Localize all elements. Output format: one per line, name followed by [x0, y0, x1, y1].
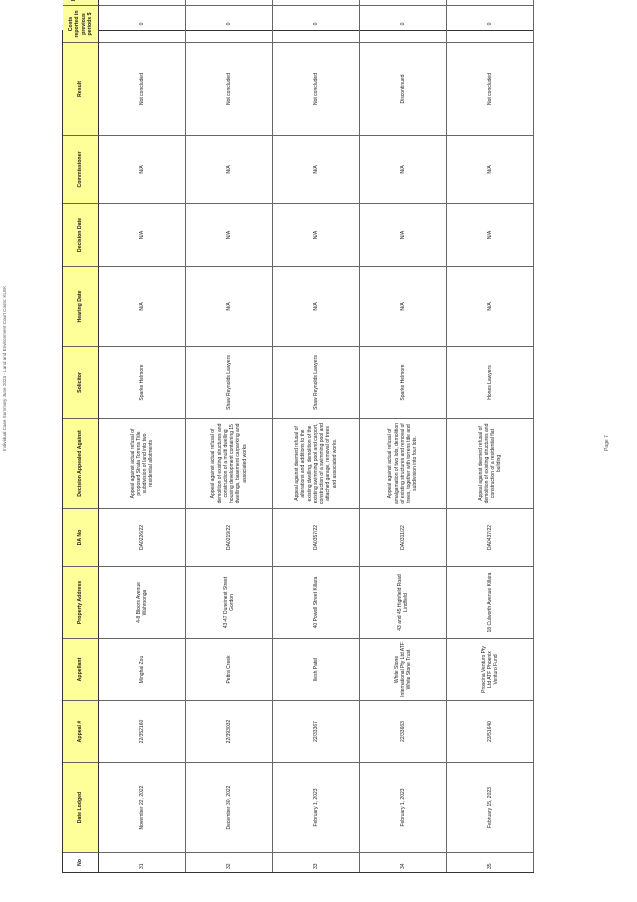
cell-property-address: 40 Powell Street Killara: [273, 566, 360, 638]
cell-appeal-no: 23/51640: [447, 700, 534, 762]
cell-decision-appealed: Appeal against deemed refusal of demolition of existing structures and construction of a residential flat building: [447, 418, 534, 508]
cell-decision-date: N/A: [360, 203, 447, 266]
cell-decision-appealed: Appeal against actual refusal of demolition of existing structures and construction of a multi dwelling housing development containing 15 dwellings, basement carparking and associated works: [186, 418, 273, 508]
cell-appellant: Proscina Venturo Pty Ltd ATF Phoenix Venturo Fund: [447, 638, 534, 700]
header-result: Result: [63, 42, 99, 135]
cell-da-no: DA0226/22: [99, 508, 186, 566]
cell-commissioner: N/A: [273, 135, 360, 203]
cell-decision-date: N/A: [447, 203, 534, 266]
cell-result: Not concluded: [273, 42, 360, 135]
rotated-table-container: [62, 10, 534, 873]
case-summary-table: [62, 10, 534, 873]
cell-decision-date: N/A: [186, 203, 273, 266]
cell-ytd-costs: [360, 0, 447, 5]
header-solicitor: Solicitor: [63, 346, 99, 418]
cell-hearing-date: N/A: [99, 266, 186, 346]
cell-decision-appealed: Appeal against deemed refusal of alterations and additions to the existing dwelling, demolition of the existing swimming pool and carport, construction of a swimming pool and attached garage, removal of trees and associated works.: [273, 418, 360, 508]
cell-no: 32: [186, 852, 273, 872]
cell-date-lodged: November 22, 2022: [99, 762, 186, 852]
cell-date-lodged: February 1, 2023: [273, 762, 360, 852]
cell-date-lodged: February 15, 2023: [447, 762, 534, 852]
cell-ytd-costs: [447, 0, 534, 5]
cell-result: Not concluded: [186, 42, 273, 135]
cell-solicitor: Sparke Helmore: [360, 346, 447, 418]
cell-decision-date: N/A: [99, 203, 186, 266]
cell-commissioner: N/A: [99, 135, 186, 203]
document-side-title: Individual Case Summary June 2023 - Land and Environment Court Costs: KLEK: [2, 285, 7, 451]
cell-solicitor: Sparke Helmore: [99, 346, 186, 418]
cell-result: Discontinued: [360, 42, 447, 135]
cell-da-no: DA0357/22: [273, 508, 360, 566]
cell-hearing-date: N/A: [186, 266, 273, 346]
cell-property-address: 4-8 Bloors Avenue Wahroonga: [99, 566, 186, 638]
cell-no: 31: [99, 852, 186, 872]
cell-decision-appealed: Appeal against actual refusal of proposed Strata Torrens Title subdivision of land into two residential allotments: [99, 418, 186, 508]
header-date-lodged: Date Lodged: [63, 762, 99, 852]
cell-property-address: 43 and 45 Highfield Road Lindfield: [360, 566, 447, 638]
header-costs-previous: Costs reported in previous periods $: [63, 5, 99, 42]
cell-property-address: 18 Culworth Avenue Killara: [447, 566, 534, 638]
header-appeal-no: Appeal #: [63, 700, 99, 762]
cell-ytd-costs: [273, 0, 360, 5]
cell-costs-previous: 0: [186, 5, 273, 42]
header-ytd-costs: [63, 0, 99, 5]
cell-costs-previous: 0: [360, 5, 447, 42]
header-hearing-date: Hearing Date: [63, 266, 99, 346]
cell-da-no: DA0311/22: [360, 508, 447, 566]
cell-ytd-costs: [186, 0, 273, 5]
cell-hearing-date: N/A: [447, 266, 534, 346]
header-appellant: Appellant: [63, 638, 99, 700]
header-decision-date: Decision Date: [63, 203, 99, 266]
header-commissioner: Commissioner: [63, 135, 99, 203]
cell-commissioner: N/A: [186, 135, 273, 203]
cell-costs-previous: 0: [99, 5, 186, 42]
cell-commissioner: N/A: [360, 135, 447, 203]
cell-appeal-no: 22/33367: [273, 700, 360, 762]
cell-appeal-no: 22/33663: [360, 700, 447, 762]
cell-hearing-date: N/A: [273, 266, 360, 346]
cell-appellant: Minghai Zou: [99, 638, 186, 700]
cell-appellant: Ilesh Patel: [273, 638, 360, 700]
cell-appellant: Pettra Creek: [186, 638, 273, 700]
cell-solicitor: Shaw Reynolds Lawyers: [273, 346, 360, 418]
cell-no: 35: [447, 852, 534, 872]
cell-solicitor: Shaw Reynolds Lawyers: [186, 346, 273, 418]
page-number: Page 7: [604, 435, 610, 451]
header-da-no: DA No: [63, 508, 99, 566]
cell-no: 33: [273, 852, 360, 872]
cell-appeal-no: 22/352160: [99, 700, 186, 762]
header-decision-appealed: Decision Appealed Against: [63, 418, 99, 508]
cell-date-lodged: December 30, 2022: [186, 762, 273, 852]
header-property-address: Property Address: [63, 566, 99, 638]
cell-costs-previous: 0: [273, 5, 360, 42]
cell-costs-previous: 0: [447, 5, 534, 42]
cell-decision-date: N/A: [273, 203, 360, 266]
cell-result: Not concluded: [99, 42, 186, 135]
cell-result: Not concluded: [447, 42, 534, 135]
cell-ytd-costs: [99, 0, 186, 5]
cell-decision-appealed: Appeal against actual refusal of amalgamation of two lots, demolition of existing structures and removal of trees, together with torrens title and subdivision into four lots.: [360, 418, 447, 508]
cell-date-lodged: February 1, 2023: [360, 762, 447, 852]
cell-commissioner: N/A: [447, 135, 534, 203]
cell-da-no: DA0437/22: [447, 508, 534, 566]
cell-solicitor: Hones Lawyers: [447, 346, 534, 418]
cell-da-no: DA0219/22: [186, 508, 273, 566]
cell-appeal-no: 22/393032: [186, 700, 273, 762]
header-no: No: [63, 852, 99, 872]
cell-property-address: 43-47 Duneinest Street Gordon: [186, 566, 273, 638]
cell-no: 34: [360, 852, 447, 872]
cell-appellant: White Stone International Pty Ltd ATF White Stone Trust: [360, 638, 447, 700]
cell-hearing-date: N/A: [360, 266, 447, 346]
